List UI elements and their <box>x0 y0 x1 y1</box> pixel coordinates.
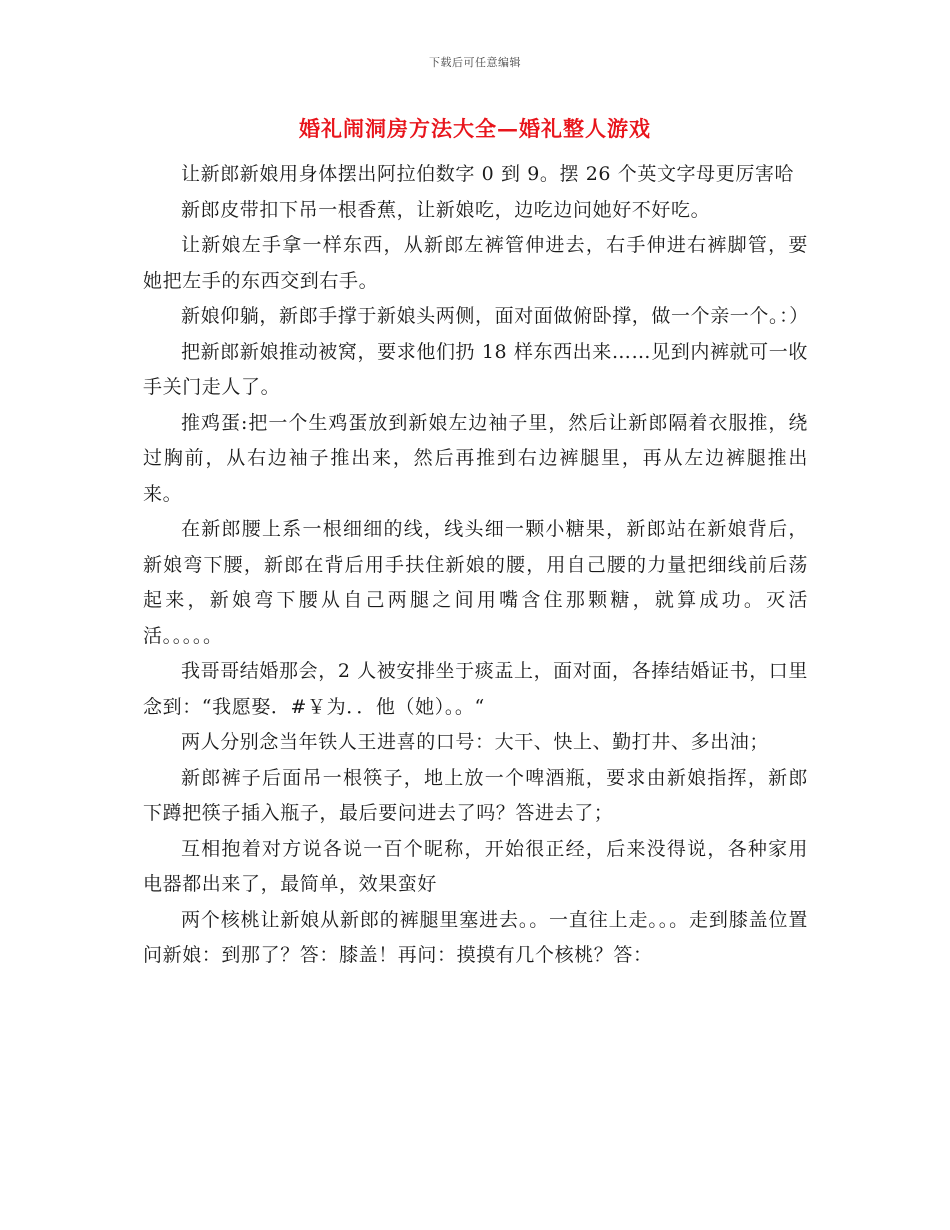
paragraph-4: 新娘仰躺，新郎手撑于新娘头两侧，面对面做俯卧撑，做一个亲一个。：） <box>181 305 809 327</box>
paragraph-8: 我哥哥结婚那会，2 人被安排坐于痰盂上，面对面，各捧结婚证书，口里念到：“我愿娶．#￥为．．他（她）。。“ <box>143 660 808 718</box>
page-header: 下载后可任意编辑 <box>429 56 521 69</box>
paragraph-6: 推鸡蛋:把一个生鸡蛋放到新娘左边袖子里，然后让新郎隔着衣服推，绕过胸前，从右边袖子推出来，然后再推到右边裤腿里，再从左边裤腿推出来。 <box>143 411 808 505</box>
paragraph-1: 让新郎新娘用身体摆出阿拉伯数字 0 到 9。摆 26 个英文字母更厉害哈 <box>181 163 795 185</box>
paragraph-10: 新郎裤子后面吊一根筷子，地上放一个啤酒瓶，要求由新娘指挥，新郎下蹲把筷子插入瓶子，最后要问进去了吗？答进去了； <box>143 766 808 824</box>
document-title: 婚礼闹洞房方法大全—婚礼整人游戏 <box>299 116 651 141</box>
paragraph-5: 把新郎新娘推动被窝，要求他们扔 18 样东西出来……见到内裤就可一收手关门走人了。 <box>143 340 808 398</box>
document-body <box>143 157 808 974</box>
paragraph-7: 在新郎腰上系一根细细的线，线头细一颗小糖果，新郎站在新娘背后，新娘弯下腰，新郎在背后用手扶住新娘的腰，用自己腰的力量把细线前后荡起来，新娘弯下腰从自己两腿之间用嘴含住那颗糖，就算成功。灭活活。。。。。 <box>143 518 808 647</box>
paragraph-12: 两个核桃让新娘从新郎的裤腿里塞进去。。一直往上走。。。走到膝盖位置问新娘：到那了？答：膝盖！再问：摸摸有几个核桃？答： <box>143 908 808 966</box>
paragraph-9: 两人分别念当年铁人王进喜的口号：大干、快上、勤打井、多出油； <box>181 731 770 753</box>
paragraph-2: 新郎皮带扣下吊一根香蕉，让新娘吃，边吃边问她好不好吃。 <box>181 198 711 221</box>
paragraph-3: 让新娘左手拿一样东西，从新郎左裤管伸进去，右手伸进右裤脚管，要她把左手的东西交到右手。 <box>143 234 808 292</box>
paragraph-11: 互相抱着对方说各说一百个昵称，开始很正经，后来没得说，各种家用电器都出来了，最简单，效果蛮好 <box>143 837 808 895</box>
